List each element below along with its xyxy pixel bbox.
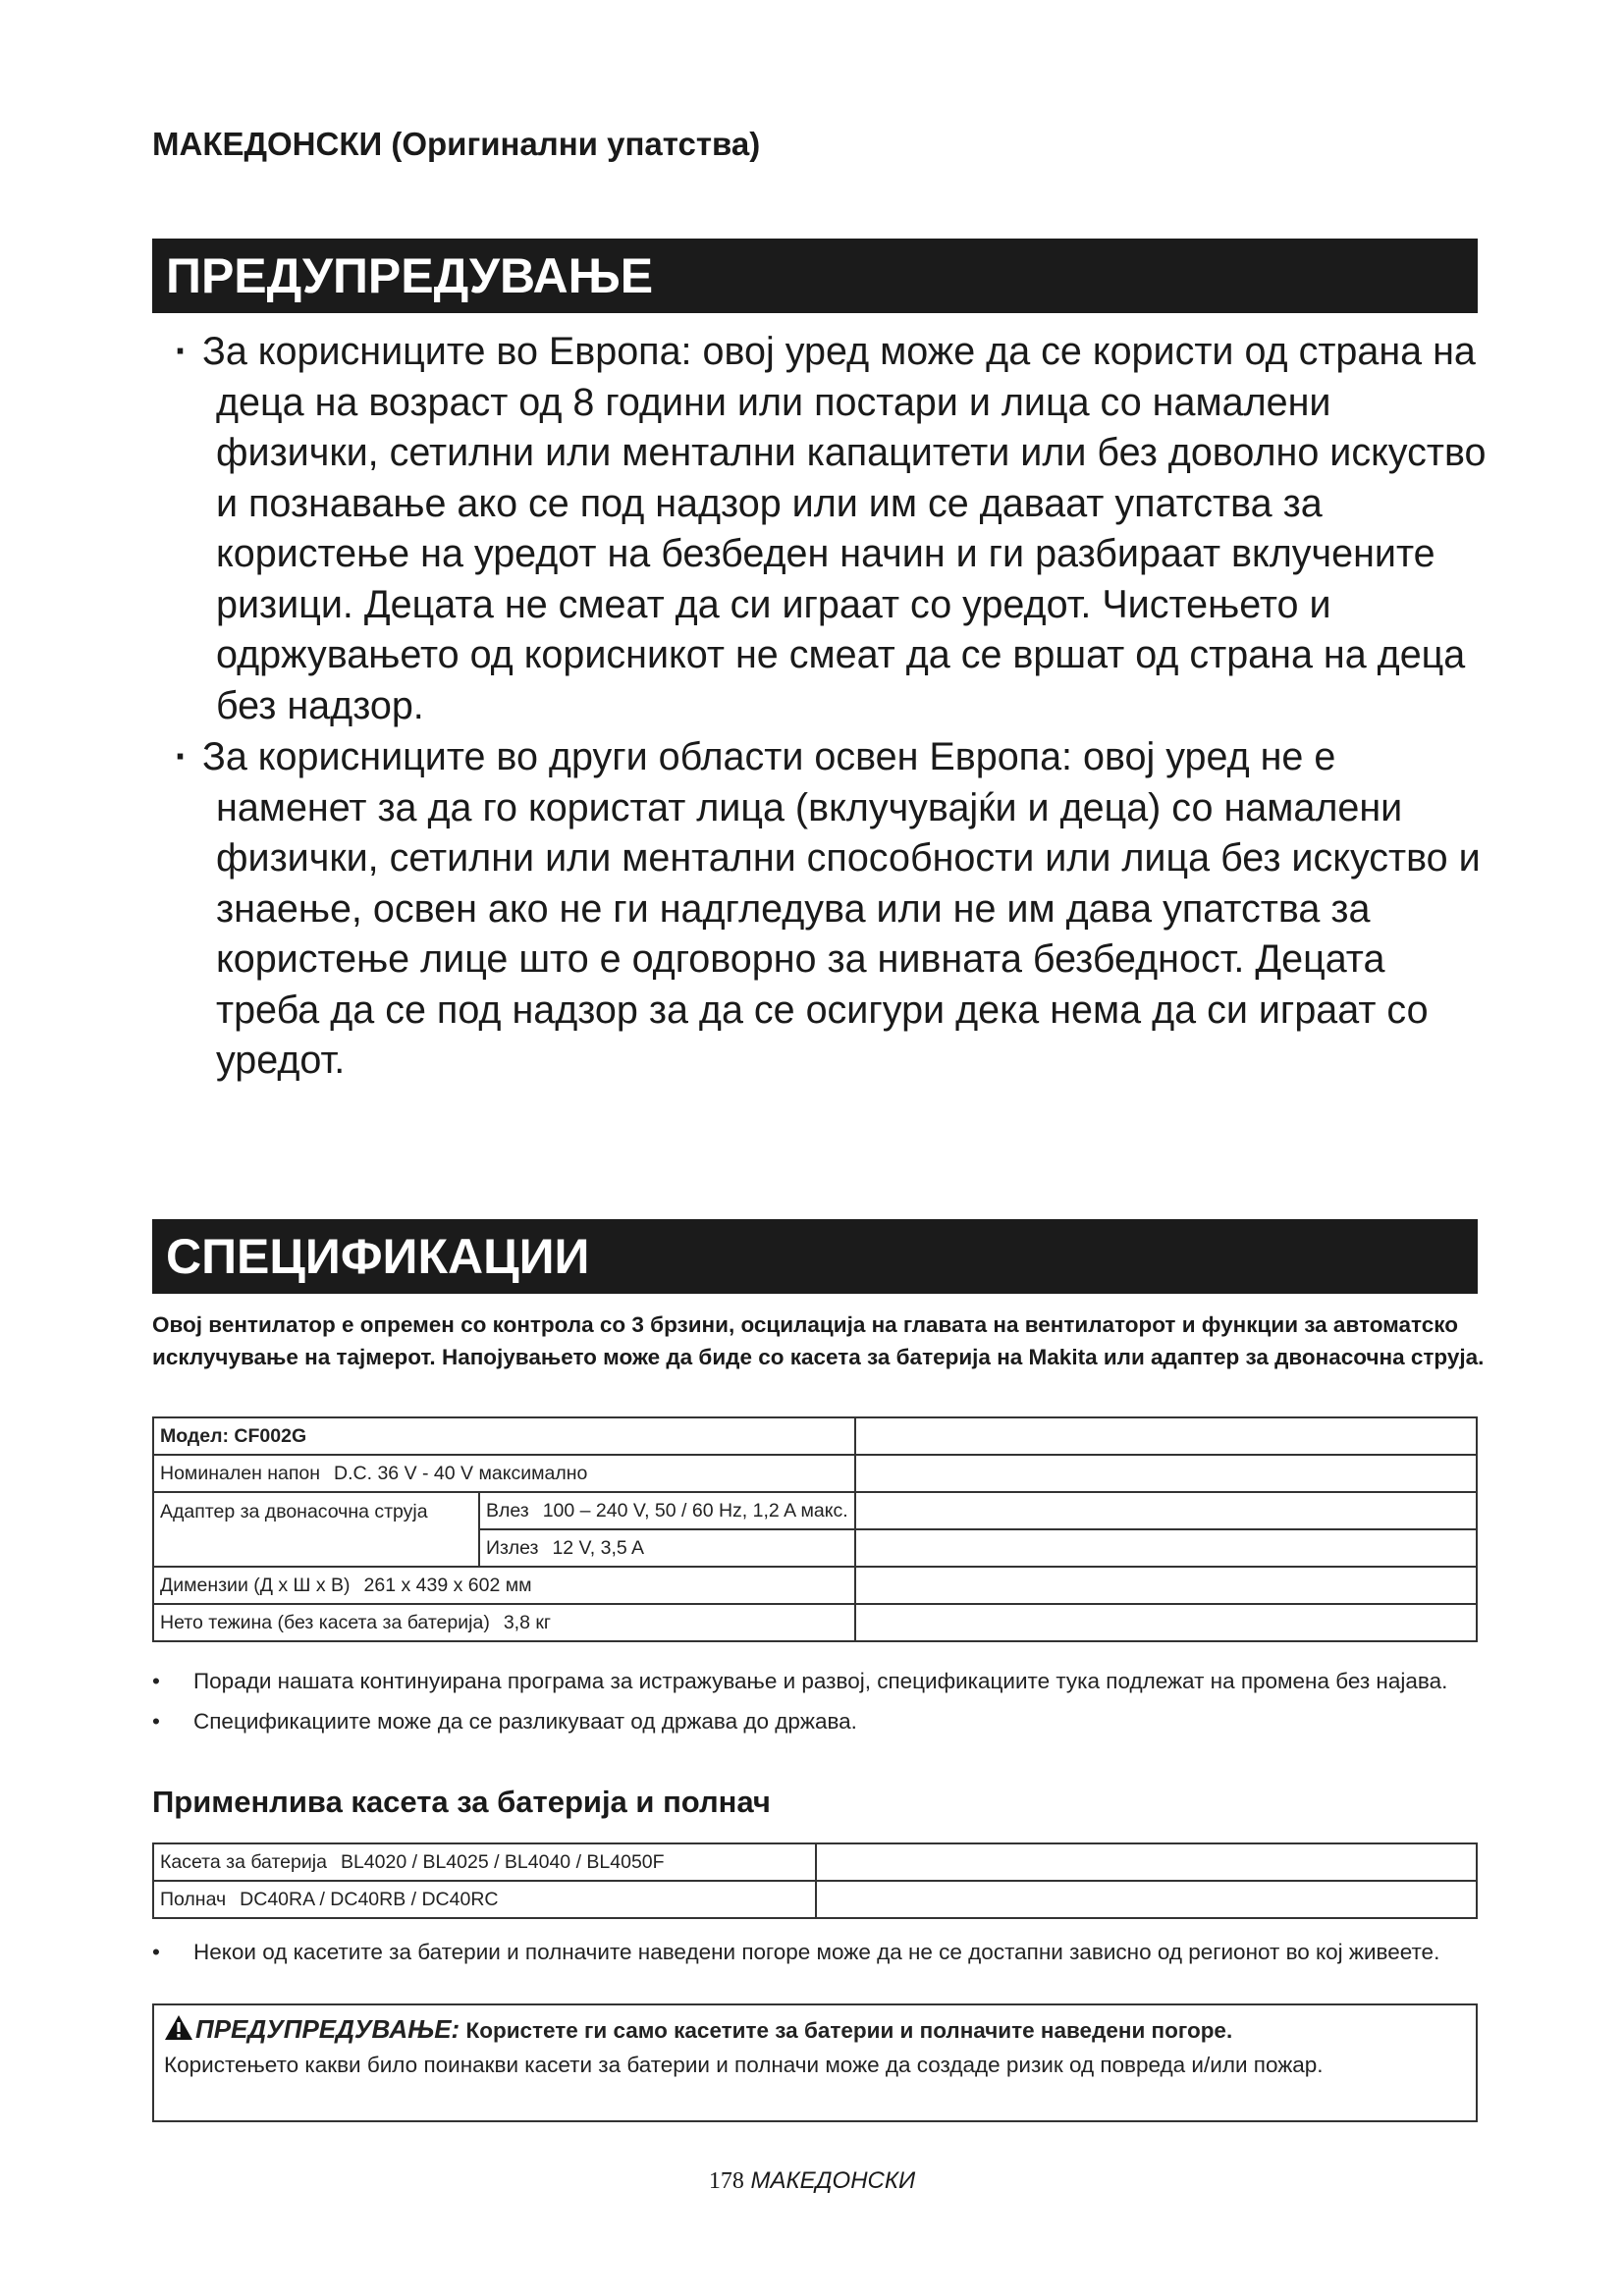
battery-cartridge-value: BL4020 / BL4025 / BL4040 / BL4050F — [340, 1850, 665, 1873]
spec-adapter-input — [479, 1492, 855, 1529]
spec-rated-voltage-value: D.C. 36 V - 40 V максимално — [334, 1462, 588, 1484]
spec-notes-list — [152, 1666, 1488, 1746]
table-row — [153, 1455, 1477, 1492]
document-language-title: МАКЕДОНСКИ (Оригинални упатства) — [152, 126, 761, 162]
spec-rated-voltage-label: Номинален напон — [160, 1462, 321, 1484]
spec-note-text: Поради нашата континуирана програма за истражување и развој, спецификациите тука подлежат на промена без најава. — [193, 1669, 1448, 1693]
spec-input-value: 100 – 240 V, 50 / 60 Hz, 1,2 A макс. — [542, 1499, 848, 1522]
spec-input-label: Влез — [485, 1499, 529, 1522]
spec-dimensions-label: Димензии (Д x Ш x В) — [160, 1574, 351, 1596]
battery-cartridge-label: Касета за батерија — [160, 1850, 327, 1873]
table-cell-empty — [816, 1881, 1477, 1918]
spec-dimensions — [153, 1567, 855, 1604]
table-row — [153, 1417, 1477, 1455]
table-cell-empty — [855, 1604, 1477, 1641]
battery-charger — [153, 1881, 816, 1918]
warning-triangle-icon — [164, 2014, 193, 2050]
table-row — [153, 1881, 1477, 1918]
table-row — [153, 1604, 1477, 1641]
warning-box-text: Користењето какви било поинакви касети за батерии и полначи може да создаде ризик од повреда и/или пожар. — [164, 2053, 1324, 2077]
table-row — [153, 1843, 1477, 1881]
spec-table — [152, 1416, 1478, 1642]
battery-table — [152, 1842, 1478, 1919]
spec-output-label: Излез — [485, 1536, 539, 1559]
table-row — [153, 1492, 1477, 1529]
battery-note-text: Некои од касетите за батерии и полначите наведени погоре може да не се достапни зависно од регионот во кој живеете. — [193, 1940, 1440, 1964]
footer-language: МАКЕДОНСКИ — [750, 2167, 916, 2194]
warning-bullet-other-regions: · За корисниците во други области освен Европа: овој уред не е наменет за да го користат лица (вклучувајќи и деца) со намалени физички, сетилни или ментални способности или лица без искуство и знаење, освен ако не ги надгледува или не им дава упатства за користење лице што е одговорно за нивната безбедност. Децата треба да се под надзор за да се осигури дека нема да си играат со уредот. — [152, 732, 1488, 1087]
battery-cartridge — [153, 1843, 816, 1881]
warning-box-label: ПРЕДУПРЕДУВАЊЕ: — [195, 2014, 460, 2044]
battery-charger-value: DC40RA / DC40RB / DC40RC — [240, 1888, 499, 1910]
page-number: 178 — [708, 2168, 744, 2194]
spec-weight-label: Нето тежина (без касета за батерија) — [160, 1611, 490, 1633]
spec-weight-value: 3,8 кг — [503, 1611, 551, 1633]
table-cell-empty — [855, 1455, 1477, 1492]
warning-section-title: ПРЕДУПРЕДУВАЊЕ — [152, 239, 1478, 313]
spec-adapter-output — [479, 1529, 855, 1567]
spec-note: • Поради нашата континуирана програма за истражување и развој, спецификациите тука подлежат на промена без најава. — [152, 1669, 1448, 1693]
table-cell-empty — [855, 1492, 1477, 1529]
battery-charger-label: Полнач — [160, 1888, 227, 1910]
warning-bullet-europe: · За корисниците во Европа: овој уред може да се користи од страна на деца на возраст од 8 години или постари и лица со намалени физички, сетилни или ментални капацитети или без доволно искуство и познавање ако се под надзор или им се даваат упатства за користење на уредот на безбеден начин и ги разбираат вклучените ризици. Децата не смеат да си играат со уредот. Чистењето и одржувањето од корисникот не смеат да се вршат од страна на деца без надзор. — [152, 327, 1488, 731]
table-cell-empty — [855, 1417, 1477, 1455]
spec-rated-voltage — [153, 1455, 855, 1492]
battery-notes-list — [152, 1937, 1488, 1977]
spec-model: Модел: CF002G — [153, 1417, 855, 1455]
spec-dimensions-value: 261 x 439 x 602 мм — [363, 1574, 532, 1596]
table-cell-empty — [816, 1843, 1477, 1881]
battery-note: • Некои од касетите за батерии и полначите наведени погоре може да не се достапни зависно од регионот во кој живеете. — [152, 1940, 1440, 1964]
spec-adapter-label: Адаптер за двонасочна струја — [153, 1492, 479, 1567]
table-row — [153, 1567, 1477, 1604]
battery-section-title: Применлива касета за батерија и полнач — [152, 1785, 771, 1819]
warning-bullet-list — [152, 327, 1488, 1087]
spec-weight — [153, 1604, 855, 1641]
table-cell-empty — [855, 1567, 1477, 1604]
spec-note: • Спецификациите може да се разликуваат од држава до држава. — [152, 1709, 857, 1734]
spec-note-text: Спецификациите може да се разликуваат од држава до држава. — [193, 1709, 857, 1734]
spec-intro-text: Овој вентилатор е опремен со контрола со 3 брзини, осцилација на главата на вентилаторот и функции за автоматско исклучување на тајмерот. Напојувањето може да биде со касета за батерија на Makita или адаптер за двонасочна струја. — [152, 1312, 1485, 1369]
spec-section-title: СПЕЦИФИКАЦИИ — [152, 1219, 1478, 1294]
warning-box-bold-text: Користете ги само касетите за батерии и полначите наведени погоре. — [465, 2018, 1233, 2043]
table-cell-empty — [855, 1529, 1477, 1567]
spec-output-value: 12 V, 3,5 A — [552, 1536, 645, 1559]
page-footer — [0, 2167, 1624, 2195]
warning-box — [152, 2003, 1478, 2122]
